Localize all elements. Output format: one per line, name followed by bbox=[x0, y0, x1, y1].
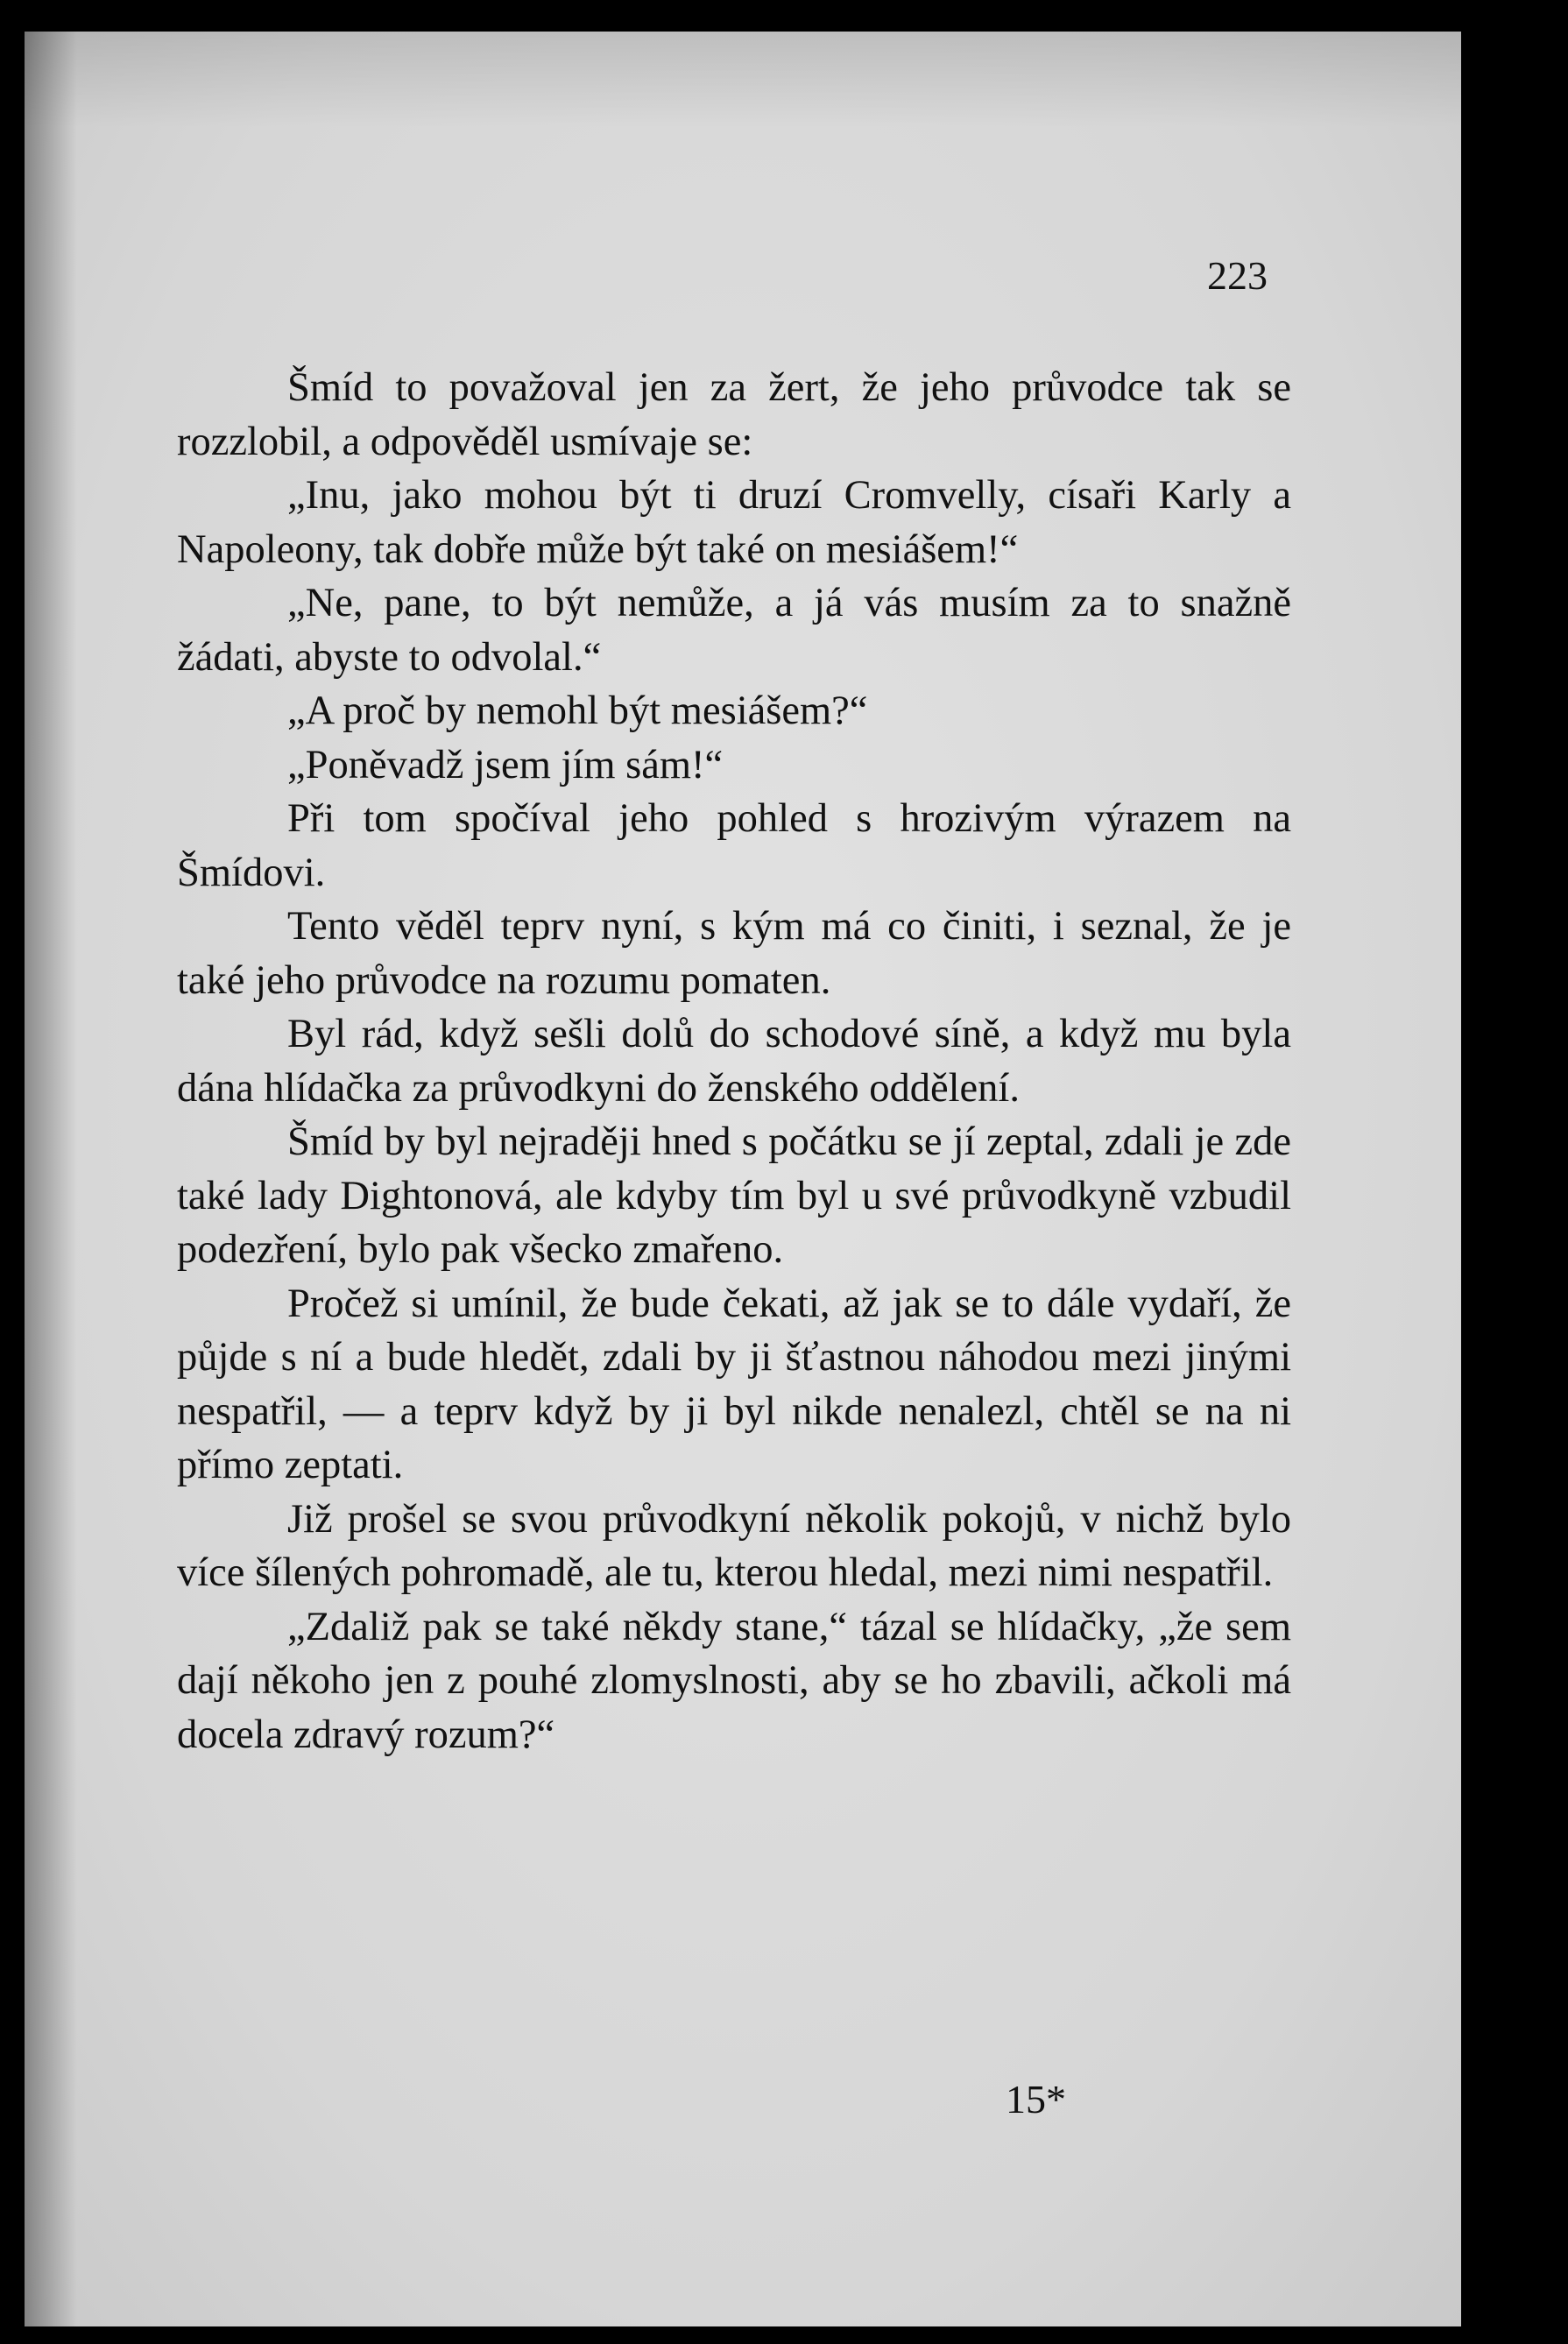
paragraph: Tento věděl teprv nyní, s kým má co činiti, i seznal, že je také jeho průvodce na rozumu pomaten. bbox=[177, 904, 1291, 1003]
paragraph: „Inu, jako mohou být ti druzí Cromvelly, císaři Karly a Napoleony, tak dobře může být také on mesiášem!“ bbox=[177, 473, 1291, 572]
paragraph: „Zdaliž pak se také někdy stane,“ tázal se hlídačky, „že sem dají někoho jen z pouhé zlomyslnosti, aby se ho zbavili, ačkoli má docela zdravý rozum?“ bbox=[177, 1604, 1291, 1757]
paragraph: „Poněvadž jsem jím sám!“ bbox=[287, 742, 724, 787]
paragraph: Pročež si umínil, že bude čekati, až jak se to dále vydaří, že půjde s ní a bude hledět, zdali by ji šťastnou náhodou mezi jinými nespatřil, — a teprv když by ji byl nikde nenalezl, chtěl se na ni přímo zeptati. bbox=[177, 1281, 1291, 1487]
paragraph: „A proč by nemohl být mesiášem?“ bbox=[287, 688, 868, 733]
page-number: 223 bbox=[1207, 253, 1268, 298]
paragraph: Byl rád, když sešli dolů do schodové síně, a když mu byla dána hlídačka za průvodkyni do ženského oddělení. bbox=[177, 1012, 1291, 1111]
paragraph: Šmíd to považoval jen za žert, že jeho průvodce tak se rozzlobil, a odpověděl usmívaje se: bbox=[177, 365, 1291, 464]
paragraph: Šmíd by byl nejraději hned s počátku se jí zeptal, zdali je zde také lady Dightonová, ale kdyby tím byl u své průvodkyně vzbudil podezření, bylo pak všecko zmařeno. bbox=[177, 1119, 1291, 1272]
paragraph: „Ne, pane, to být nemůže, a já vás musím za to snažně žádati, abyste to odvolal.“ bbox=[177, 581, 1291, 680]
printer-signature: 15* bbox=[1006, 2077, 1066, 2122]
page-gutter-shadow bbox=[25, 32, 77, 2326]
page-top-shadow bbox=[25, 32, 1461, 128]
paragraph: Již prošel se svou průvodkyní několik pokojů, v nichž bylo více šílených pohromadě, ale tu, kterou hledal, mezi nimi nespatřil. bbox=[177, 1496, 1291, 1595]
page-text bbox=[177, 361, 1291, 1762]
paragraph: Při tom spočíval jeho pohled s hrozivým výrazem na Šmídovi. bbox=[177, 796, 1291, 895]
